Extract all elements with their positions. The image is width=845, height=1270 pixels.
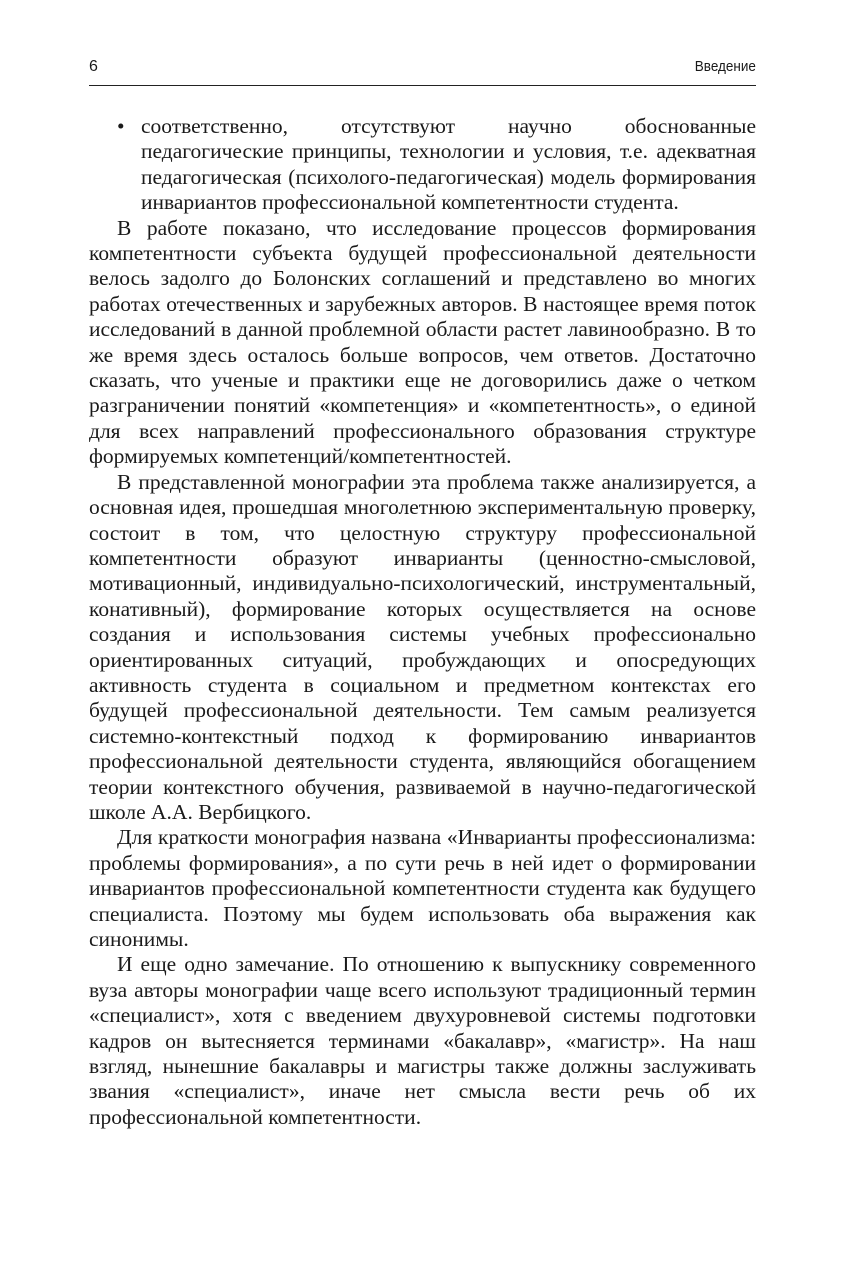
page-body bbox=[89, 114, 756, 1130]
page-number: 6 bbox=[89, 58, 98, 75]
bullet-text: соответственно, отсутствуют научно обоснованные педагогические принципы, технологии и условия, т.е. адекватная педагогическая (психолого-педагогическая) модель формирования инвариантов профессиональной компетентности студента. bbox=[141, 114, 756, 215]
page-header bbox=[89, 56, 756, 86]
paragraph-title-note: Для краткости монография названа «Инварианты профессионализма: проблемы формирования», а по сути речь в ней идет о формировании инвариантов профессиональной компетентности студента как будущего специалиста. Поэтому мы будем использовать оба выражения как синонимы. bbox=[89, 825, 756, 951]
running-head: Введение bbox=[694, 58, 756, 75]
bullet-icon: • bbox=[117, 114, 125, 138]
paragraph-main-idea: В представленной монографии эта проблема также анализируется, а основная идея, прошедшая многолетнюю экспериментальную проверку, состоит в том, что целостную структуру профессиональной компетентности образуют инварианты (ценностно-смысловой, мотивационный, индивидуально-психологический, инструментальный, конативный), формирование которых осуществляется на основе создания и использования системы учебных профессионально ориентированных ситуаций, пробуждающих и опосредующих активность студента в социальном и предметном контекстах его будущей профессиональной деятельности. Тем самым реализуется системно-контекстный подход к формированию инвариантов профессиональной деятельности студента, являющийся обогащением теории контекстного обучения, развиваемой в научно-педагогической школе А.А. Вербицкого. bbox=[89, 469, 756, 824]
paragraph-terminology-note: И еще одно замечание. По отношению к выпускнику современного вуза авторы монографии чаще всего используют традиционный термин «специалист», хотя с введением двухуровневой системы подготовки кадров он вытесняется терминами «бакалавр», «магистр». На наш взгляд, нынешние бакалавры и магистры также должны заслуживать звания «специалист», иначе нет смысла вести речь об их профессиональной компетентности. bbox=[89, 952, 756, 1129]
paragraph-research-overview: В работе показано, что исследование процессов формирования компетентности субъекта будущей профессиональной деятельности велось задолго до Болонских соглашений и представлено во многих работах отечественных и зарубежных авторов. В настоящее время поток исследований в данной проблемной области растет лавинообразно. В то же время здесь осталось больше вопросов, чем ответов. Достаточно сказать, что ученые и практики еще не договорились даже о четком разграничении понятий «компетенция» и «компетентность», о единой для всех направлений профессионального образования структуре формируемых компетенций/компетентностей. bbox=[89, 215, 756, 469]
bullet-list-item bbox=[89, 114, 756, 216]
